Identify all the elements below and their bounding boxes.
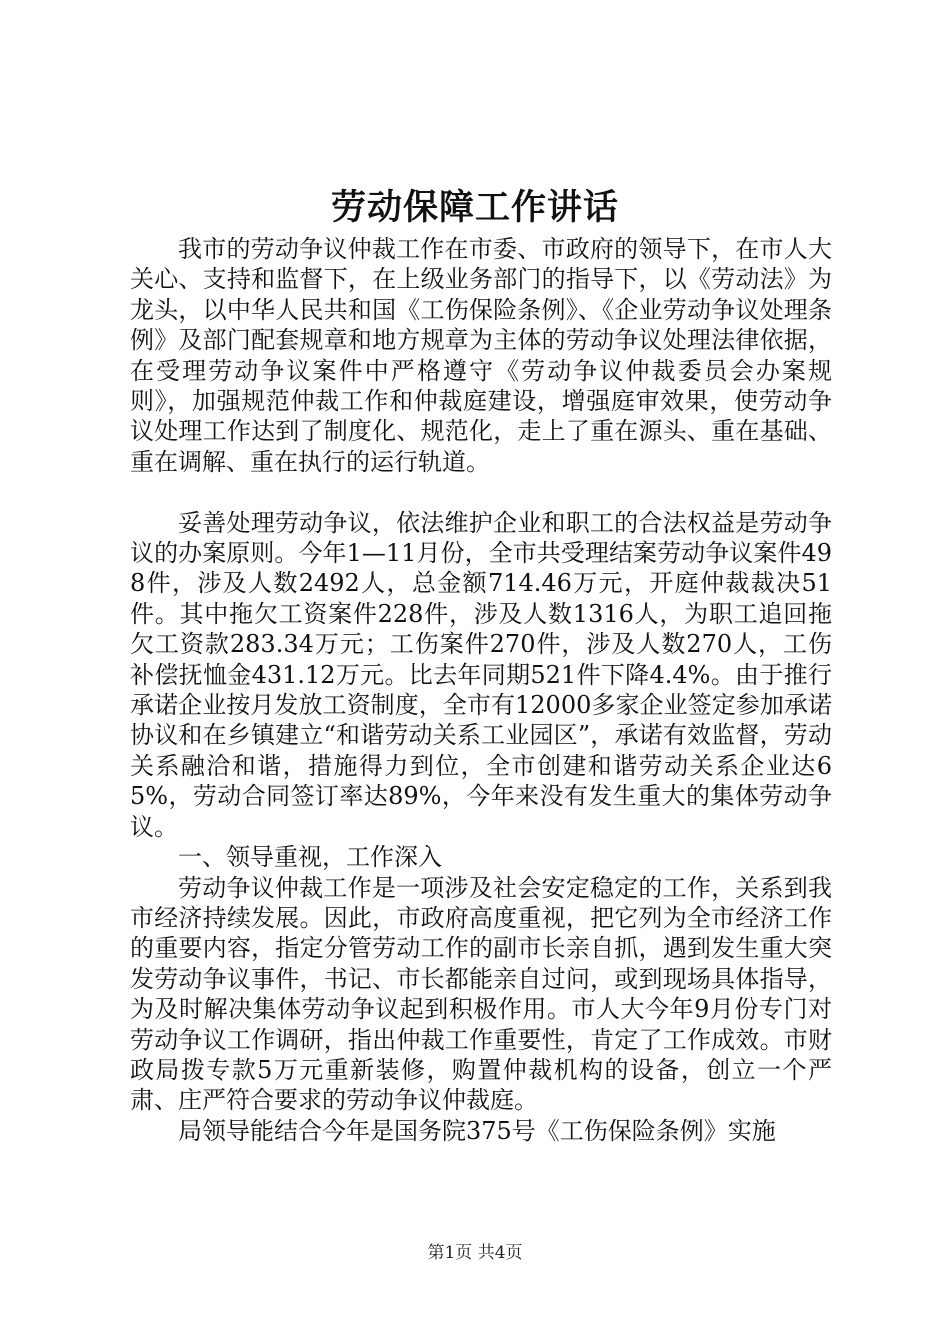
- paragraph-statistics: 妥善处理劳动争议，依法维护企业和职工的合法权益是劳动争议的办案原则。今年1—11月份，全市共受理结案劳动争议案件498件，涉及人数2492人，总金额714.46万元，开庭仲裁裁决51件。其中拖欠工资案件228件，涉及人数1316人，为职工追回拖欠工资款283.34万元；工伤案件270件，涉及人数270人，工伤补偿抚恤金431.12万元。比去年同期521件下降4.4%。由于推行承诺企业按月发放工资制度，全市有12000多家企业签定参加承诺协议和在乡镇建立“和谐劳动关系工业园区”，承诺有效监督，劳动关系融洽和谐，措施得力到位，全市创建和谐劳动关系企业达65%，劳动合同签订率达89%，今年来没有发生重大的集体劳动争议。: [130, 508, 832, 841]
- document-title: 劳动保障工作讲话: [330, 187, 619, 228]
- paragraph-intro: 我市的劳动争议仲裁工作在市委、市政府的领导下，在市人大关心、支持和监督下，在上级业务部门的指导下，以《劳动法》为龙头，以中华人民共和国《工伤保险条例》、《企业劳动争议处理条例》及部门配套规章和地方规章为主体的劳动争议处理法律依据，在受理劳动争议案件中严格遵守《劳动争议仲裁委员会办案规则》，加强规范仲裁工作和仲裁庭建设，增强庭审效果，使劳动争议处理工作达到了制度化、规范化，走上了重在源头、重在基础、重在调解、重在执行的运行轨道。: [130, 235, 832, 476]
- paragraph-leadership: 劳动争议仲裁工作是一项涉及社会安定稳定的工作，关系到我市经济持续发展。因此，市政府高度重视，把它列为全市经济工作的重要内容，指定分管劳动工作的副市长亲自抓，遇到发生重大突发劳动争议事件，书记、市长都能亲自过问，或到现场具体指导，为及时解决集体劳动争议起到积极作用。市人大今年9月份专门对劳动争议工作调研，指出仲裁工作重要性，肯定了工作成效。市财政局拨专款5万元重新装修，购置仲裁机构的设备，创立一个严肃、庄严符合要求的劳动争议仲裁庭。: [130, 873, 832, 1115]
- page-indicator: 第1页 共4页: [427, 1243, 523, 1263]
- document-body: [130, 234, 832, 1146]
- paragraph-continued: 局领导能结合今年是国务院375号《工伤保险条例》实施: [178, 1116, 776, 1145]
- section-heading-leadership: 一、领导重视，工作深入: [178, 843, 442, 872]
